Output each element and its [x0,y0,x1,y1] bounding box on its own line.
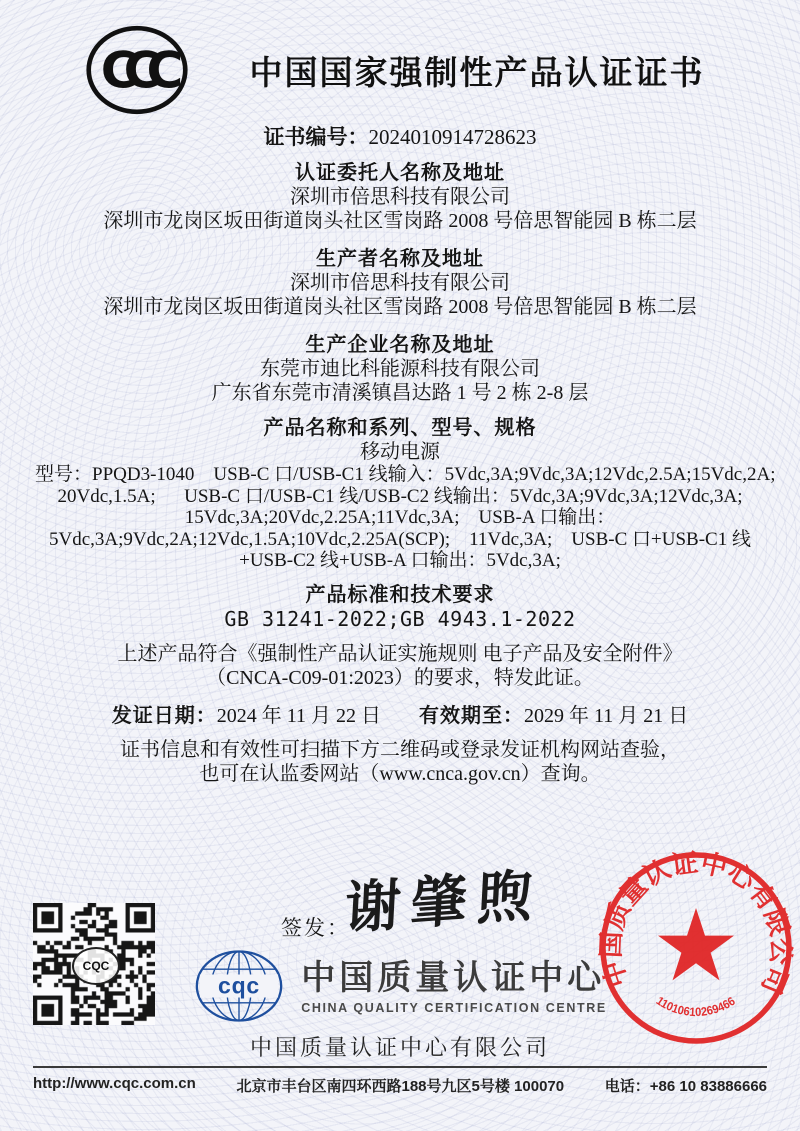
cqc-name-en: CHINA QUALITY CERTIFICATION CENTRE [301,1000,607,1015]
ccc-logo-icon [85,24,189,116]
section-heading: 产品标准和技术要求 [305,583,495,606]
standards-value: GB 31241-2022;GB 4943.1-2022 [224,606,576,631]
section-line: 深圳市倍思科技有限公司 [290,186,510,208]
spec-line: 20Vdc,1.5A; USB-C 口/USB-C1 线/USB-C2 线输出：5Vdc,3A;9Vdc,3A;12Vdc,3A; [57,485,743,507]
seal-text: 中国质量认证中心有限公司 [596,848,796,998]
compliance-statement [35,642,765,690]
expiry-date-label: 有效期至： [419,704,524,727]
cqc-logo-text: cqc [218,972,261,999]
section-line: 深圳市倍思科技有限公司 [290,272,510,294]
footer-url: http://www.cqc.com.cn [33,1075,196,1092]
seal-number: 11010610269466 [653,993,739,1020]
spec-line: 型号：PPQD3-1040 USB-C 口/USB-C1 线输入：5Vdc,3A;9Vdc,3A;12Vdc,2.5A;15Vdc,2A; [35,464,776,485]
page-title: 中国国家强制性产品认证证书 [249,53,705,91]
section-line: 深圳市龙岗区坂田街道岗头社区雪岗路 2008 号倍思智能园 B 栋二层 [103,210,697,232]
cqc-logo-row [0,948,800,1024]
verify-line: 也可在认监委网站（www.cnca.gov.cn）查询。 [199,762,601,785]
dates-row [35,704,765,728]
section-standards [35,583,765,632]
section-product [35,416,776,572]
signature: 谢肇煦 [343,864,545,942]
spec-line: +USB-C2 线+USB-A 口输出：5Vdc,3A; [239,550,561,571]
section-line: 东莞市迪比科能源科技有限公司 [260,358,540,380]
cqc-globe-icon [193,948,285,1024]
footer-address: 北京市丰台区南四环西路188号九区5号楼 100070 [236,1078,565,1095]
section-heading: 认证委托人名称及地址 [295,162,505,184]
section-line: 深圳市龙岗区坂田街道岗头社区雪岗路 2008 号倍思智能园 B 栋二层 [103,296,697,318]
ccc-mark-text: CCC [100,40,170,100]
expiry-date-value: 2029 年 11 月 21 日 [524,704,689,727]
qr-center-cqc-logo-icon: CQC [72,947,120,985]
spec-line: 5Vdc,3A;9Vdc,2A;12Vdc,1.5A;10Vdc,2.25A(SCP); 11Vdc,3A; USB-C 口+USB-C1 线 [49,528,751,550]
footer [33,1075,767,1096]
section-heading: 生产者名称及地址 [316,248,484,270]
issue-date-label: 发证日期： [111,704,217,727]
section-line: 广东省东莞市清溪镇昌达路 1 号 2 栋 2-8 层 [211,382,589,404]
section-factory [35,333,765,405]
certificate-number-label: 证书编号： [263,125,369,149]
footer-rule [33,1066,767,1068]
spec-line: 15Vdc,3A;20Vdc,2.25A;11Vdc,3A; USB-A 口输出： [184,507,616,528]
compliance-line: （CNCA-C09-01:2023）的要求，特发此证。 [206,666,594,689]
sign-label: 签发： [281,916,350,940]
issue-date-value: 2024 年 11 月 22 日 [216,704,381,727]
verification-note [35,738,765,786]
section-producer [35,247,765,319]
verify-line: 证书信息和有效性可扫描下方二维码或登录发证机构网站查验， [120,738,680,761]
header [35,24,765,116]
cqc-name-cn: 中国质量认证中心 [301,958,606,997]
cqc-company: 中国质量认证中心有限公司 [249,1035,550,1060]
certificate-number-value: 2024010914728623 [368,125,537,149]
cqc-names [301,958,607,1015]
footer-phone: 电话：+86 10 83886666 [604,1078,767,1095]
section-heading: 产品名称和系列、型号、规格 [263,417,537,439]
section-heading: 生产企业名称及地址 [305,334,495,356]
certificate-number [35,125,765,150]
product-name: 移动电源 [360,441,440,463]
section-applicant [35,161,765,233]
compliance-line: 上述产品符合《强制性产品认证实施规则 电子产品及安全附件》 [117,642,683,665]
